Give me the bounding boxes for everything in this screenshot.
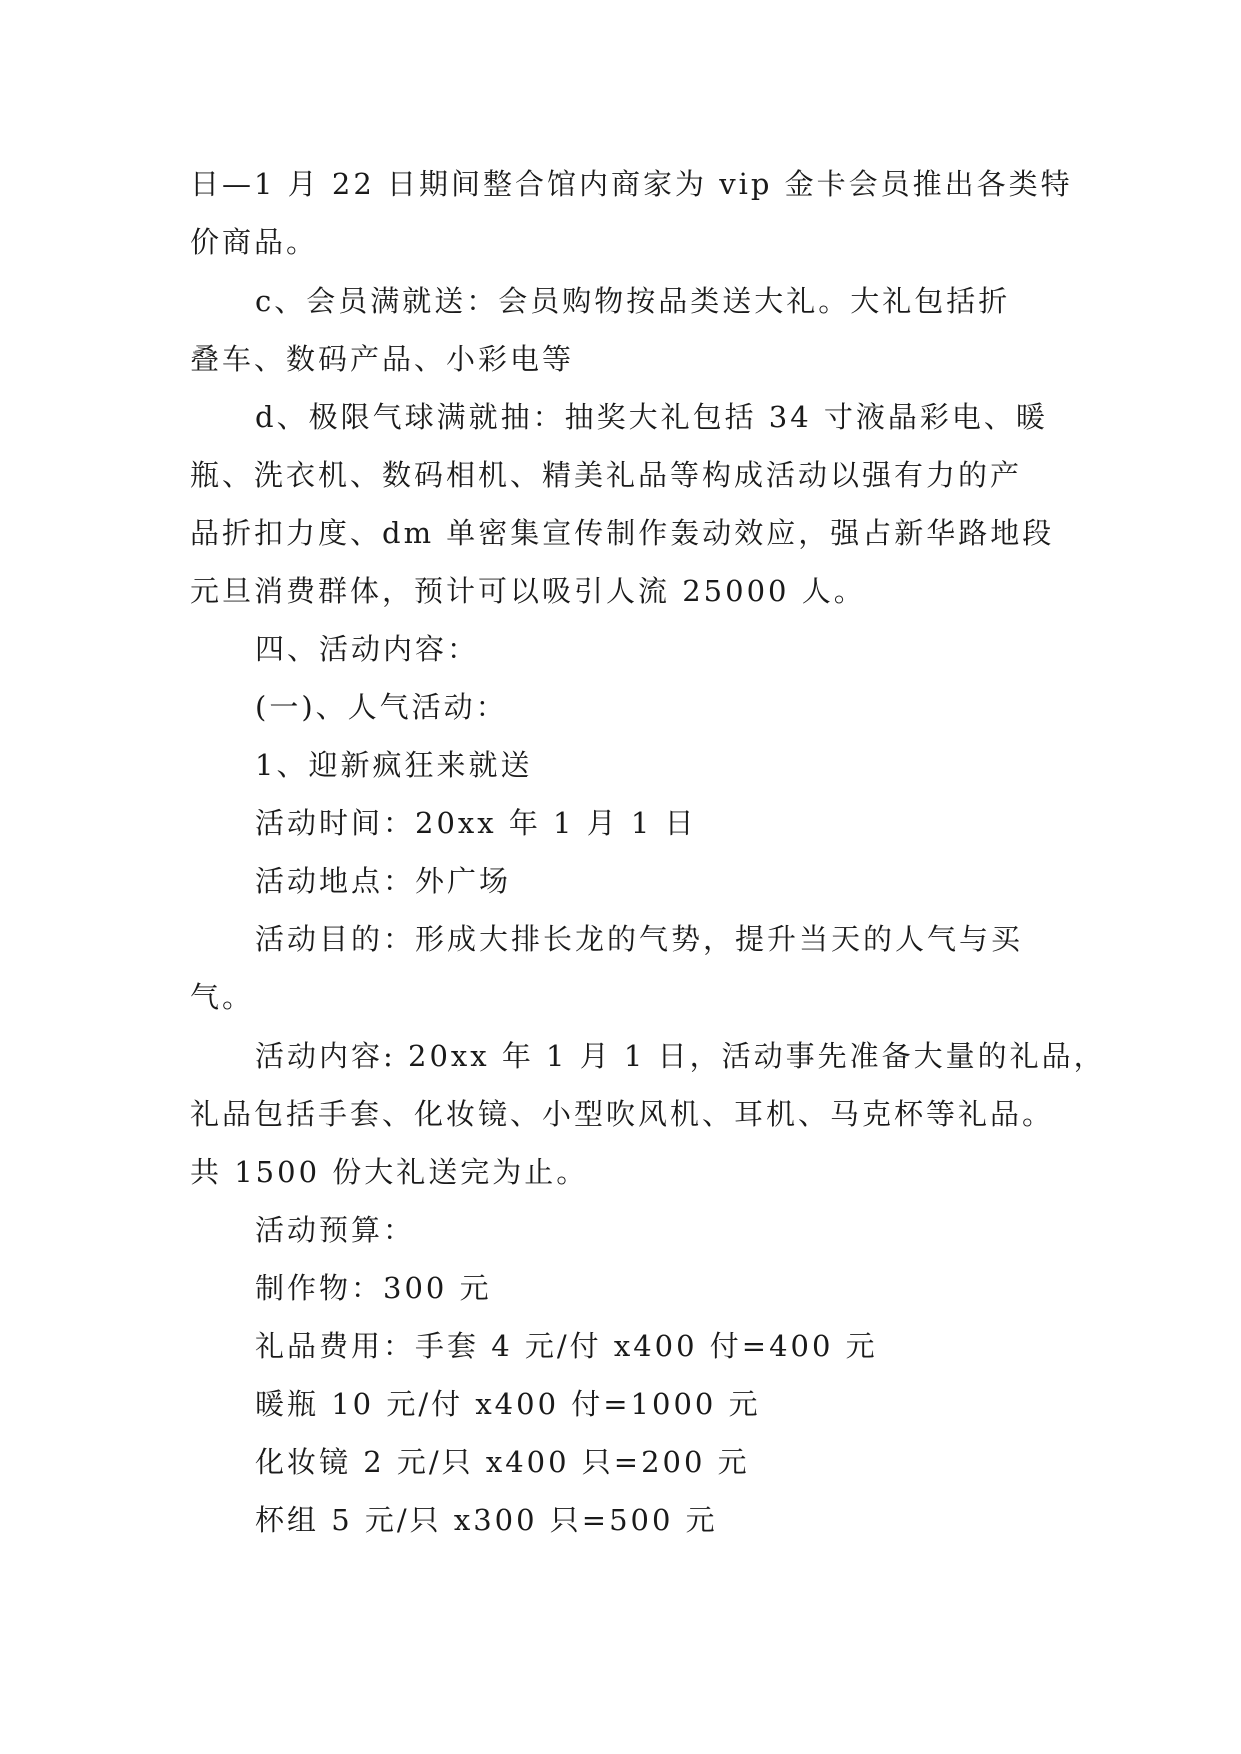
text-line: 共 1500 份大礼送完为止。 (190, 1155, 589, 1189)
text-line: 礼品包括手套、化妆镜、小型吹风机、耳机、马克杯等礼品。 (190, 1097, 1055, 1131)
text-line: 活动地点：外广场 (255, 864, 512, 898)
text-line: 价商品。 (190, 225, 319, 259)
text-line: 化妆镜 2 元/只 x400 只=200 元 (255, 1445, 750, 1479)
text-line: 气。 (190, 980, 255, 1014)
subsection-heading: (一)、人气活动： (255, 690, 508, 724)
text-line: 活动内容: 20xx 年 1 月 1 日，活动事先准备大量的礼品， (255, 1039, 1106, 1073)
text-line: 叠车、数码产品、小彩电等 (190, 342, 575, 376)
text-line: 暖瓶 10 元/付 x400 付=1000 元 (255, 1387, 761, 1421)
text-line: 杯组 5 元/只 x300 只=500 元 (255, 1503, 718, 1537)
text-line: 制作物：300 元 (255, 1271, 492, 1305)
text-line: d、极限气球满就抽：抽奖大礼包括 34 寸液晶彩电、暖 (255, 400, 1048, 434)
text-line: 元旦消费群体，预计可以吸引人流 25000 人。 (190, 574, 866, 608)
text-line: 活动时间：20xx 年 1 月 1 日 (255, 806, 697, 840)
text-line: 活动目的：形成大排长龙的气势，提升当天的人气与买 (255, 922, 1024, 956)
text-line: c、会员满就送：会员购物按品类送大礼。大礼包括折 (255, 284, 1011, 318)
text-line: 活动预算： (255, 1213, 416, 1247)
text-line: 礼品费用：手套 4 元/付 x400 付=400 元 (255, 1329, 878, 1363)
text-line: 日—1 月 22 日期间整合馆内商家为 vip 金卡会员推出各类特 (190, 167, 1073, 201)
item-heading: 1、迎新疯狂来就送 (255, 748, 533, 782)
section-heading: 四、活动内容： (255, 632, 480, 666)
text-line: 瓶、洗衣机、数码相机、精美礼品等构成活动以强有力的产 (190, 458, 1023, 492)
text-line: 品折扣力度、dm 单密集宣传制作轰动效应，强占新华路地段 (190, 516, 1055, 550)
